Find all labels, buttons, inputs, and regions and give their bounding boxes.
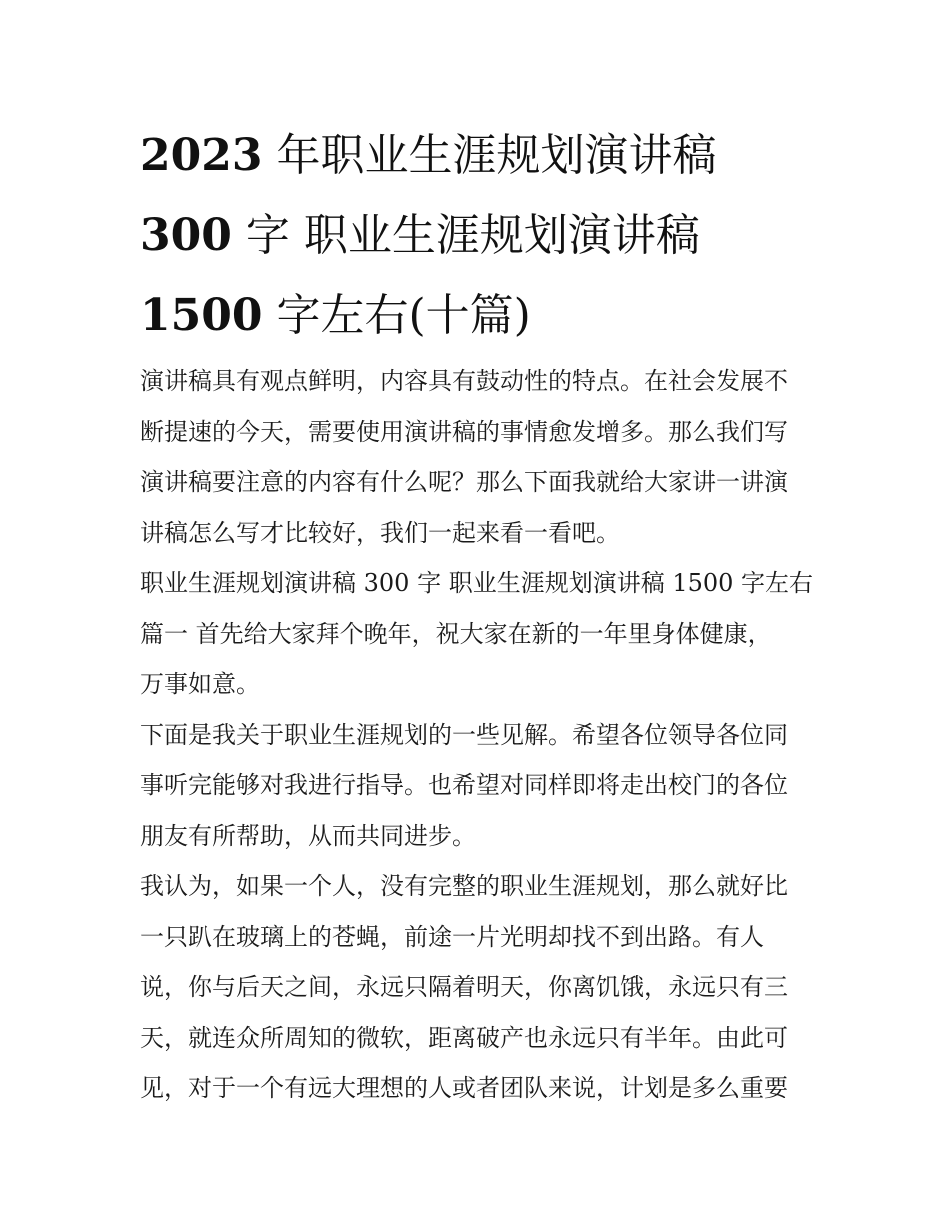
title-line-3 xyxy=(140,276,820,356)
title-line-2 xyxy=(140,196,820,276)
title-line-2-text: 字 职业生涯规划演讲稿 xyxy=(231,210,700,261)
title-line-1 xyxy=(140,116,820,196)
paragraph-line: 事听完能够对我进行指导。也希望对同样即将走出校门的各位 xyxy=(140,771,788,799)
paragraph-line: 演讲稿要注意的内容有什么呢？那么下面我就给大家讲一讲演 xyxy=(140,468,788,496)
document-title xyxy=(140,116,820,356)
title-word-count-1500: 1500 xyxy=(140,290,263,341)
paragraph-line: 下面是我关于职业生涯规划的一些见解。希望各位领导各位同 xyxy=(140,720,788,749)
document-body xyxy=(140,356,820,1114)
paragraph-line: 讲稿怎么写才比较好，我们一起来看一看吧。 xyxy=(140,518,620,547)
paragraph-line: 篇一 首先给大家拜个晚年，祝大家在新的一年里身体健康， xyxy=(140,619,772,648)
title-word-count-300: 300 xyxy=(140,210,232,261)
paragraph-line: 万事如意。 xyxy=(140,670,260,698)
paragraph-line: 见，对于一个有远大理想的人或者团队来说，计划是多么重要 xyxy=(140,1074,788,1102)
paragraph-line: 说，你与后天之间，永远只隔着明天，你离饥饿，永远只有三 xyxy=(140,973,788,1001)
paragraph-line: 演讲稿具有观点鲜明，内容具有鼓动性的特点。在社会发展不 xyxy=(140,367,788,395)
paragraph-views xyxy=(140,710,820,862)
title-year: 2023 xyxy=(140,130,263,181)
title-line-3-text: 字左右(十篇) xyxy=(262,290,531,341)
paragraph-intro xyxy=(140,356,820,558)
paragraph-line: 职业生涯规划演讲稿 300 字 职业生涯规划演讲稿 1500 字左右 xyxy=(140,569,814,597)
title-line-1-text: 年职业生涯规划演讲稿 xyxy=(262,130,717,181)
paragraph-line: 断提速的今天，需要使用演讲稿的事情愈发增多。那么我们写 xyxy=(140,417,788,446)
paragraph-line: 朋友有所帮助，从而共同进步。 xyxy=(140,821,476,850)
paragraph-line: 我认为，如果一个人，没有完整的职业生涯规划，那么就好比 xyxy=(140,872,788,900)
paragraph-section-heading xyxy=(140,558,820,710)
paragraph-line: 一只趴在玻璃上的苍蝇，前途一片光明却找不到出路。有人 xyxy=(140,922,764,951)
paragraph-planning xyxy=(140,861,820,1114)
paragraph-line: 天，就连众所周知的微软，距离破产也永远只有半年。由此可 xyxy=(140,1023,788,1052)
